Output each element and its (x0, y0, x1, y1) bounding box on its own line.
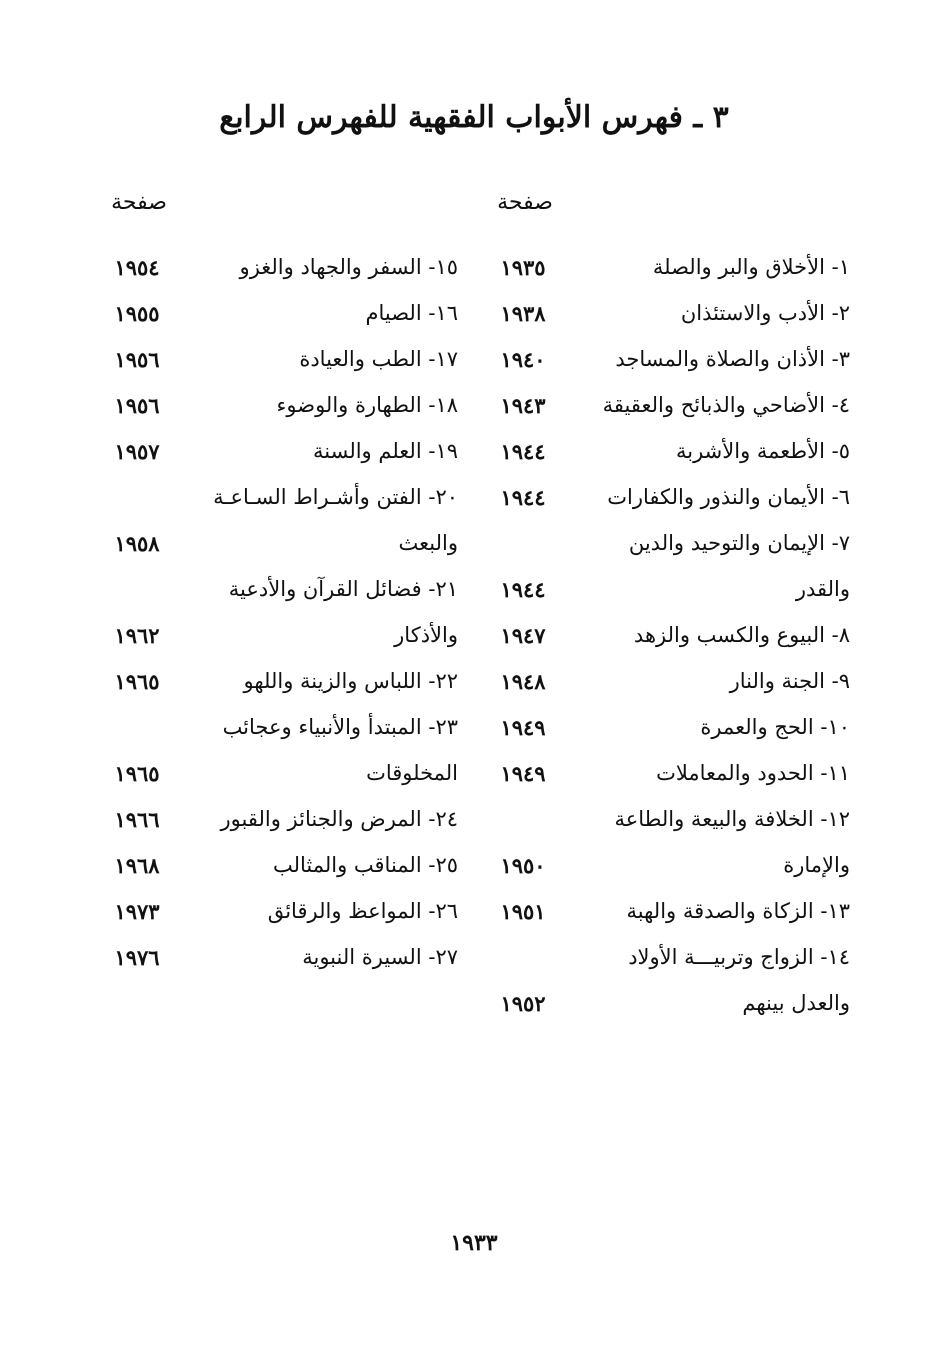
index-entry (490, 347, 850, 393)
entry-page: ١٩٥٦ (114, 347, 160, 372)
entry-title: المخلوقات (366, 761, 458, 785)
index-entry (490, 761, 850, 807)
entry-title: ٢٤- المرض والجنائز والقبور (220, 807, 458, 831)
entry-page: ١٩٦٥ (114, 761, 160, 786)
index-entry (104, 439, 458, 485)
index-entry (104, 807, 458, 853)
entry-title: ٤- الأضاحي والذبائح والعقيقة (602, 393, 850, 417)
index-entry (104, 301, 458, 347)
entry-page: ١٩٥٥ (114, 301, 160, 326)
index-entry (104, 899, 458, 945)
entry-page: ١٩٦٥ (114, 669, 160, 694)
index-entry (490, 991, 850, 1037)
entry-page: ١٩٦٦ (114, 807, 160, 832)
entry-title: ١٥- السفر والجهاد والغزو (239, 255, 458, 279)
index-entry (490, 255, 850, 301)
entry-page: ١٩٤٩ (500, 715, 546, 740)
index-entry (490, 899, 850, 945)
index-entry (490, 623, 850, 669)
entry-title: ٢٠- الفتن وأشـراط السـاعـة (213, 485, 458, 509)
index-entry (490, 807, 850, 853)
page-column-header: صفحة (111, 190, 167, 215)
entry-page: ١٩٥٧ (114, 439, 160, 464)
index-column-right (490, 0, 850, 1357)
index-entry (490, 853, 850, 899)
index-entry (490, 669, 850, 715)
index-entry (490, 301, 850, 347)
entry-title: ٨- البيوع والكسب والزهد (633, 623, 850, 647)
entry-title: ٢٢- اللباس والزينة واللهو (243, 669, 458, 693)
index-entry (490, 577, 850, 623)
entry-title: ٧- الإيمان والتوحيد والدين (628, 531, 850, 555)
entry-title: ١٣- الزكاة والصدقة والهبة (626, 899, 850, 923)
entry-title: والقدر (795, 577, 850, 601)
entry-page: ١٩٤٤ (500, 439, 546, 464)
entry-page: ١٩٥٤ (114, 255, 160, 280)
entry-title: ١٤- الزواج وتربيـــة الأولاد (628, 945, 850, 969)
index-entry (490, 531, 850, 577)
entry-title: ١٢- الخلافة والبيعة والطاعة (614, 807, 850, 831)
entry-title: ١٠- الحج والعمرة (700, 715, 850, 739)
index-entry (104, 669, 458, 715)
index-column-left (104, 0, 458, 1357)
entry-title: ١٨- الطهارة والوضوء (276, 393, 458, 417)
index-entry (104, 485, 458, 531)
entry-page: ١٩٤٣ (500, 393, 546, 418)
entry-page: ١٩٤٤ (500, 577, 546, 602)
index-entry (490, 715, 850, 761)
entry-page: ١٩٤٩ (500, 761, 546, 786)
entry-title: ٦- الأيمان والنذور والكفارات (607, 485, 850, 509)
entry-title: ١٩- العلم والسنة (312, 439, 458, 463)
entry-title: ١٦- الصيام (365, 301, 458, 325)
entry-title: ٣- الأذان والصلاة والمساجد (615, 347, 850, 371)
entry-title: والإمارة (783, 853, 850, 877)
entry-title: ٢١- فضائل القرآن والأدعية (228, 577, 458, 601)
entry-page: ١٩٤٤ (500, 485, 546, 510)
index-entry (104, 393, 458, 439)
entry-title: ٢٥- المناقب والمثالب (272, 853, 458, 877)
index-entry (104, 531, 458, 577)
index-entry (104, 761, 458, 807)
entry-title: والعدل بينهم (742, 991, 850, 1015)
entry-title: ٩- الجنة والنار (729, 669, 850, 693)
entry-title: ٢٣- المبتدأ والأنبياء وعجائب (222, 715, 458, 739)
entry-page: ١٩٦٢ (114, 623, 160, 648)
entry-page: ١٩٤٧ (500, 623, 546, 648)
index-entry (490, 439, 850, 485)
index-entry (104, 347, 458, 393)
entry-title: ١١- الحدود والمعاملات (656, 761, 850, 785)
entry-title: والبعث (398, 531, 458, 555)
index-entry (104, 577, 458, 623)
index-entry (490, 945, 850, 991)
entry-page: ١٩٥١ (500, 899, 546, 924)
entry-title: ٥- الأطعمة والأشربة (675, 439, 850, 463)
index-entry (104, 715, 458, 761)
index-entry (104, 945, 458, 991)
index-entry (490, 393, 850, 439)
index-entry (104, 623, 458, 669)
entry-title: ٢- الأدب والاستئذان (680, 301, 850, 325)
entry-page: ١٩٥٦ (114, 393, 160, 418)
entry-page: ١٩٥٨ (114, 531, 160, 556)
entry-page: ١٩٧٦ (114, 945, 160, 970)
page-column-header: صفحة (497, 190, 553, 215)
entry-page: ١٩٣٨ (500, 301, 546, 326)
index-entry (104, 853, 458, 899)
index-entry (104, 255, 458, 301)
index-entry (490, 485, 850, 531)
entry-page: ١٩٦٨ (114, 853, 160, 878)
entry-title: ٢٦- المواعظ والرقائق (267, 899, 458, 923)
entry-page: ١٩٤٨ (500, 669, 546, 694)
entry-title: ١- الأخلاق والبر والصلة (652, 255, 850, 279)
entry-page: ١٩٥٢ (500, 991, 546, 1016)
entry-page: ١٩٣٥ (500, 255, 546, 280)
entry-title: ١٧- الطب والعيادة (299, 347, 458, 371)
entry-page: ١٩٧٣ (114, 899, 160, 924)
entry-page: ١٩٥٠ (500, 853, 546, 878)
page-number: ١٩٣٣ (450, 1230, 498, 1256)
entry-title: ٢٧- السيرة النبوية (302, 945, 458, 969)
page-title: ٣ ـ فهرس الأبواب الفقهية للفهرس الرابع (219, 100, 729, 135)
entry-page: ١٩٤٠ (500, 347, 546, 372)
entry-title: والأذكار (394, 623, 458, 647)
